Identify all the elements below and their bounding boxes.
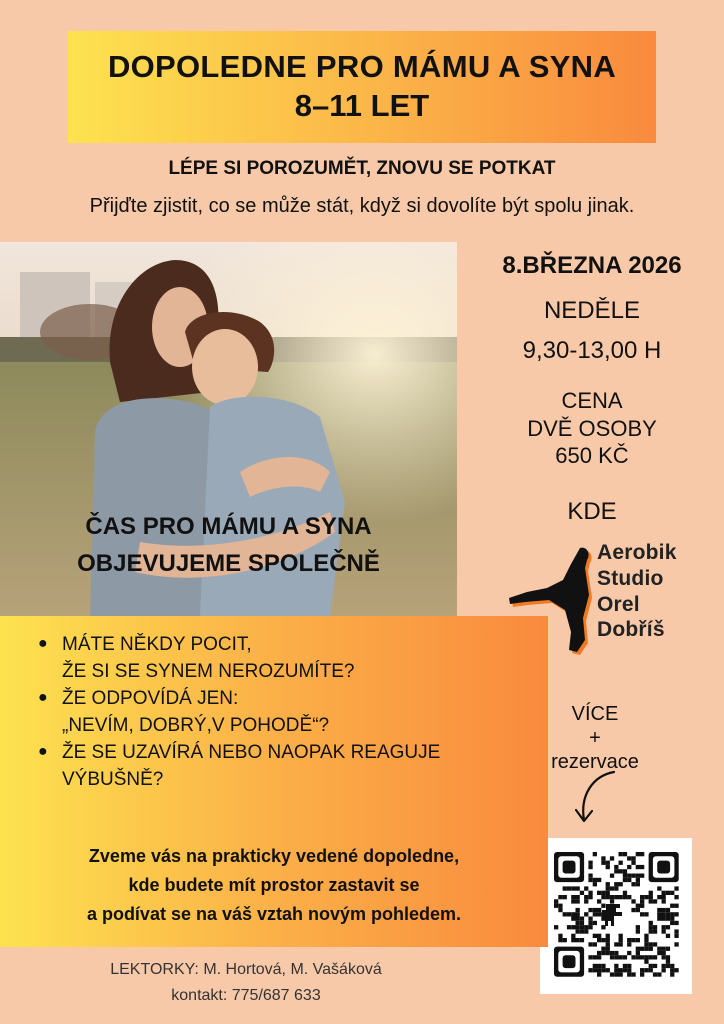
bullet2-line1: ŽE ODPOVÍDÁ JEN: (62, 687, 239, 709)
more-line1: VÍCE (571, 703, 619, 725)
contact-phone: kontakt: 775/687 633 (171, 987, 321, 1004)
bullet3-line1: ŽE SE UZAVÍRÁ NEBO NAOPAK REAGUJE (62, 741, 441, 763)
tagline: LÉPE SI POROZUMĚT, ZNOVU SE POTKAT (168, 158, 556, 179)
lecturers: LEKTORKY: M. Hortová, M. Vašáková (110, 961, 382, 978)
photo-caption-line2: OBJEVUJEME SPOLEČNĚ (77, 550, 380, 578)
list-item (38, 686, 538, 713)
bullet1-line2: ŽE SI SE SYNEM NEROZUMÍTE? (62, 660, 355, 682)
reservation-qr-code[interactable] (540, 838, 692, 994)
bullet-icon: ● (38, 742, 48, 760)
invite-line3: a podívat se na váš vztah novým pohledem. (86, 903, 462, 924)
event-date: 8.BŘEZNA 2026 (502, 252, 682, 279)
bullet1-line1: MÁTE NĚKDY POCIT, (62, 634, 252, 655)
more-line2: + (589, 727, 601, 749)
title-line2: 8–11 LET (294, 88, 430, 123)
venue-line2: Studio (597, 566, 664, 590)
invite-line2: kde budete mít prostor zastavit se (128, 874, 420, 895)
event-price (460, 387, 724, 470)
title-line1: DOPOLEDNE PRO MÁMU A SYNA (107, 49, 617, 85)
bullet-icon: ● (38, 688, 48, 706)
bullet2-line2: „NEVÍM, DOBRÝ,V POHODĚ“? (62, 714, 330, 736)
title-banner (68, 31, 656, 143)
venue-logo-text (597, 540, 677, 643)
price-line1: CENA (561, 388, 623, 413)
where-label: KDE (567, 498, 617, 525)
bullet-icon: ● (38, 635, 48, 652)
more-info-label (545, 702, 645, 774)
price-line3: 650 KČ (555, 443, 629, 468)
event-time: 9,30-13,00 H (522, 337, 662, 364)
subline: Přijďte zjistit, co se může stát, když si dovolíte být spolu jinak. (89, 195, 635, 217)
list-item (38, 632, 538, 659)
question-list (38, 632, 538, 794)
photo-caption-line1: ČAS PRO MÁMU A SYNA (85, 513, 372, 540)
venue-line4: Dobříš (597, 618, 665, 642)
invitation-text (0, 842, 548, 928)
venue-line1: Aerobik (597, 541, 677, 564)
invite-line1: Zveme vás na prakticky vedené dopoledne, (88, 846, 460, 866)
qr-code-icon[interactable] (540, 838, 692, 994)
photo-caption (0, 508, 457, 582)
bullet3-line2: VÝBUŠNĚ? (62, 768, 164, 790)
venue-line3: Orel (597, 592, 640, 616)
event-day: NEDĚLE (543, 297, 641, 324)
more-line3: rezervace (551, 751, 639, 773)
list-item (38, 740, 538, 767)
curved-arrow-icon (572, 768, 622, 833)
price-line2: DVĚ OSOBY (527, 415, 657, 441)
